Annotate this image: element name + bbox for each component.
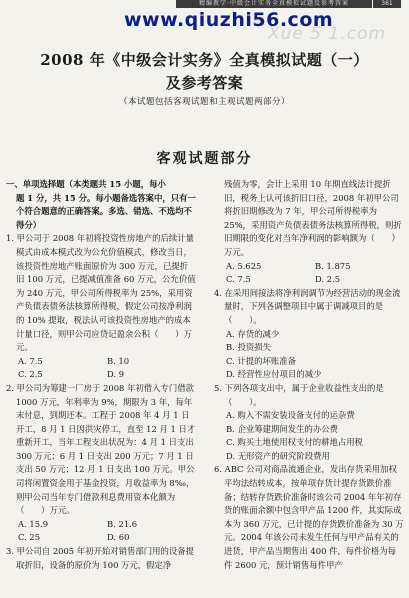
option: A. 15.9 <box>18 518 49 529</box>
option: D. 60 <box>107 532 130 543</box>
question-3: 3. 甲公司自 2005 年初开始对销售部门用的设备提取折旧，设备的原价为 100 万元，假定净 <box>6 546 195 570</box>
question-2-options <box>6 518 196 545</box>
question-5: 5. 下列各项支出中，属于企业收益性支出的是（ ）。 <box>214 382 384 407</box>
option: B. 10 <box>107 355 130 366</box>
option: A. 7.5 <box>18 355 43 366</box>
question-1: 1. 甲公司于 2008 年初将投资性房地产的后续计量模式由成本模式改为公允价值模式，修改当日，该投资性房地产账面原价为 300 万元，已提折旧 100 万元，已提减值准备 60 万元，公允价值为 240 万元，甲公司所得税率为 25%，采用资产负债表债务法核算所得税，假定公司按净利润的 10% 提取，税法认可该投资性房地产的成本计量口径，则甲公司应贷记盈余公积（ ）万元。 <box>6 233 196 353</box>
option: A. 5.625 <box>226 260 262 271</box>
part-heading: 一、单项选择题（本类题共 15 小题，每小 <box>6 179 166 189</box>
option: D. 2.5 <box>315 274 341 285</box>
option: B. 投资损失 <box>226 342 271 353</box>
question-1-options <box>6 355 196 382</box>
option: A. 购入不需安装设备支付的运杂费 <box>226 410 355 421</box>
question-4: 4. 在采用间接法将净利润调节为经营活动的现金流量时，下列各调整项目中属于调减项目的是（ ）。 <box>214 287 401 325</box>
watermark-url: www.qiuzhi56.com <box>124 9 334 31</box>
question-6: 6. ABC 公司对商品流通企业，发出存货采用加权平均法结转成本，按单项存货计提存货跌价准备；结转存货跌价准备时该公司 2004 年年初存货的账面余额中包含甲产品 1200 件，其实际成本为 360 万元，已计提的存货跌价准备为 30 万元。2004 年该公司未发生任何与甲产品有关的进货，甲产品当期售出 400 件，每件价格为每件 2600 元，预计销售每件甲产 <box>214 464 404 570</box>
option: D. 无形资产的研究阶段费用 <box>226 450 330 461</box>
question-2: 2. 甲公司为筹建一厂房于 2008 年初借入专门借款 1000 万元，年利率为 9%，期限为 3 年，每年末付息，到期还本。工程于 2008 年 4 月 1 日开工，8 月 1 日因洪灾停工，直至 12 月 1 日才重新开工，当年工程支出状况为：4 月 1 日支出 300 万元；6 月 1 日支出 200 万元；7 月 1 日支出 50 万元；12 月 1 日支出 100 万元。甲公司将闲置资金用于基金投资，月收益率为 8‰，则甲公司当年专门借款利息费用资本化额为（ ）万元。 <box>6 382 196 516</box>
document-subtitle: （本试题包括客观试题和主观试题两部分） <box>118 97 290 107</box>
option: C. 购买土地使用权支付的耕地占用税 <box>226 437 364 448</box>
left-column <box>6 178 196 572</box>
option: D. 经营性应付项目的减少 <box>226 369 322 380</box>
section-heading: 客观试题部分 <box>156 151 253 167</box>
watermark-faint: Xue 5 1.com <box>268 24 387 44</box>
option: C. 7.5 <box>226 274 251 285</box>
option: C. 计提的坏账准备 <box>226 355 297 366</box>
page-number: 361 <box>373 0 401 8</box>
document-title-line2: 及参考答案 <box>165 74 244 92</box>
running-header-band: 精编教学·中级会计实务全真模拟试题及参考答案 <box>176 0 372 8</box>
question-3-continued: 残值为零，会计上采用 10 年期直线法计提折旧，税务上认可该折旧口径，2008 年初甲公司将折旧期修改为 7 年，甲公司所得税率为 25%，采用资产负债表债务法核算所得税，则折旧期限的变化对当年净利润的影响额为（ ）万元。 <box>224 179 402 257</box>
right-column <box>214 178 404 572</box>
option: A. 存货的减少 <box>226 328 280 339</box>
part-heading-continued: 题 1 分，共 15 分。每小题备选答案中，只有一个符合题意的正确答案。多选、错选、不选均不得分） <box>16 192 196 230</box>
option: C. 2.5 <box>18 369 43 380</box>
option: B. 21.6 <box>107 518 138 529</box>
option: C. 25 <box>18 532 41 543</box>
option: B. 企业筹建期间发生的办公费 <box>226 423 338 434</box>
option: B. 1.875 <box>315 260 351 271</box>
question-3-options <box>214 260 404 287</box>
document-title-line1: 2008 年《中级会计实务》全真模拟试题（一） <box>40 51 369 69</box>
option: D. 9 <box>107 369 125 380</box>
